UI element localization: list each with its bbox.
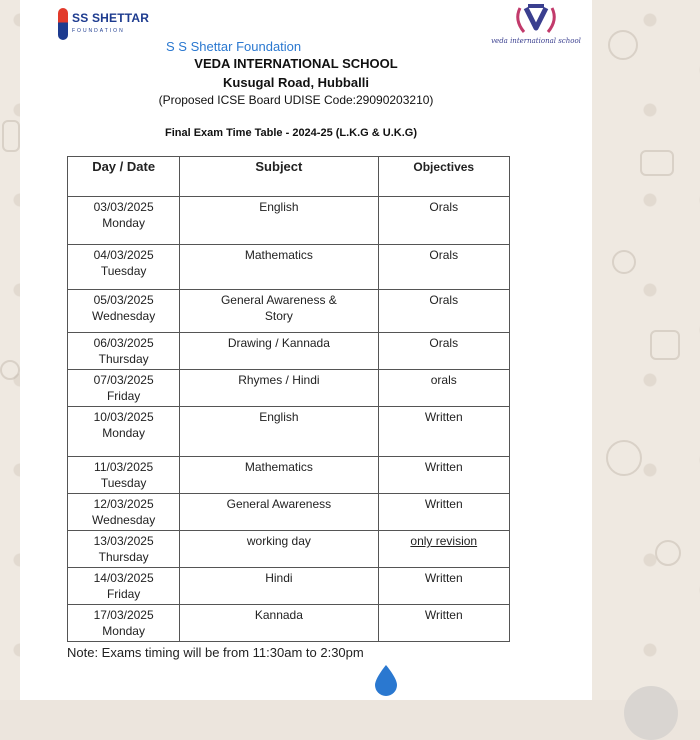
table-row	[68, 370, 510, 407]
subject-cell	[180, 494, 378, 531]
date-text: 03/03/2025	[93, 200, 154, 214]
objective-text: Written	[424, 460, 463, 474]
subject-cell	[180, 531, 378, 568]
date-text: 04/03/2025	[93, 248, 154, 262]
day-date-cell	[68, 407, 180, 457]
subject-cell	[180, 605, 378, 642]
objective-cell	[378, 457, 510, 494]
objective-cell	[378, 290, 510, 333]
subject-cell	[180, 197, 378, 245]
objective-text: Written	[424, 410, 463, 424]
day-date-cell	[68, 568, 180, 605]
day-date-cell	[68, 370, 180, 407]
day-date-cell	[68, 531, 180, 568]
table-row	[68, 290, 510, 333]
objective-text: Orals	[429, 336, 459, 350]
day-date-cell	[68, 245, 180, 290]
subject-text: English	[259, 410, 299, 424]
objective-text: Orals	[429, 293, 459, 307]
objective-cell	[378, 531, 510, 568]
date-text: 10/03/2025	[93, 410, 154, 424]
table-row	[68, 568, 510, 605]
table-row	[68, 245, 510, 290]
objective-cell	[378, 245, 510, 290]
objective-text: Orals	[429, 248, 459, 262]
day-date-cell	[68, 494, 180, 531]
table-row	[68, 457, 510, 494]
table-row	[68, 605, 510, 642]
date-text: 06/03/2025	[93, 336, 154, 350]
table-header-row	[68, 157, 510, 197]
subject-cell	[180, 333, 378, 370]
table-row	[68, 531, 510, 568]
day-text: Monday	[102, 426, 145, 440]
ss-shettar-logo-brand: SS SHETTAR	[72, 11, 150, 25]
objective-cell	[378, 197, 510, 245]
day-text: Wednesday	[92, 513, 156, 527]
objective-text: orals	[430, 373, 457, 387]
objective-cell	[378, 333, 510, 370]
wallpaper-doodle	[606, 440, 642, 476]
subject-text: Kannada	[254, 608, 303, 622]
day-text: Monday	[102, 216, 145, 230]
subject-text: General Awareness &	[220, 293, 337, 307]
date-text: 13/03/2025	[93, 534, 154, 548]
day-text: Monday	[102, 624, 145, 638]
date-text: 07/03/2025	[93, 373, 154, 387]
subject-cell	[180, 290, 378, 333]
objective-cell	[378, 370, 510, 407]
school-udise-code: (Proposed ICSE Board UDISE Code:29090203210)	[158, 93, 434, 107]
day-date-cell	[68, 333, 180, 370]
exam-timetable	[67, 156, 510, 642]
table-row	[68, 407, 510, 457]
wallpaper-doodle	[640, 150, 674, 176]
objective-text: Written	[424, 608, 463, 622]
wallpaper-doodle	[612, 250, 636, 274]
date-text: 17/03/2025	[93, 608, 154, 622]
date-text: 14/03/2025	[93, 571, 154, 585]
day-date-cell	[68, 290, 180, 333]
exam-title: Final Exam Time Table - 2024-25 (L.K.G & U.K.G)	[164, 127, 418, 139]
ss-shettar-logo-mark-icon	[58, 8, 68, 40]
header-day-date: Day / Date	[68, 157, 180, 197]
subject-text-line2: Story	[264, 309, 293, 323]
date-text: 11/03/2025	[94, 460, 154, 474]
header-subject: Subject	[180, 157, 378, 197]
subject-cell	[180, 245, 378, 290]
table-row	[68, 197, 510, 245]
wallpaper-doodle	[655, 540, 681, 566]
day-text: Tuesday	[100, 476, 147, 490]
day-text: Tuesday	[100, 264, 147, 278]
veda-school-logo	[484, 0, 588, 52]
table-row	[68, 494, 510, 531]
day-text: Friday	[106, 389, 141, 403]
day-text: Thursday	[98, 352, 149, 366]
objective-text: Written	[424, 571, 463, 585]
day-date-cell	[68, 457, 180, 494]
wallpaper-doodle	[0, 360, 20, 380]
subject-text: Mathematics	[244, 460, 313, 474]
day-date-cell	[68, 197, 180, 245]
objective-text: only revision	[410, 534, 478, 548]
ss-shettar-logo	[52, 4, 158, 48]
table-row	[68, 333, 510, 370]
objective-text: Orals	[429, 200, 459, 214]
subject-text: Rhymes / Hindi	[238, 373, 320, 387]
school-name: VEDA INTERNATIONAL SCHOOL	[194, 56, 398, 71]
ss-shettar-logo-sub: FOUNDATION	[72, 28, 125, 34]
veda-laurel-icon	[506, 2, 566, 36]
subject-cell	[180, 457, 378, 494]
subject-cell	[180, 407, 378, 457]
objective-text: Written	[424, 497, 463, 511]
objective-cell	[378, 568, 510, 605]
objective-cell	[378, 605, 510, 642]
water-drop-icon[interactable]	[372, 664, 400, 696]
objective-cell	[378, 407, 510, 457]
subject-cell	[180, 568, 378, 605]
foundation-name: S S Shettar Foundation	[166, 39, 302, 54]
date-text: 12/03/2025	[93, 497, 154, 511]
scroll-down-button[interactable]	[624, 686, 678, 740]
objective-cell	[378, 494, 510, 531]
document-page[interactable]	[20, 0, 592, 700]
subject-text: working day	[246, 534, 311, 548]
subject-text: Hindi	[265, 571, 293, 585]
header-objectives: Objectives	[378, 157, 510, 197]
wallpaper-doodle	[608, 30, 638, 60]
subject-text: Mathematics	[244, 248, 313, 262]
date-text: 05/03/2025	[93, 293, 154, 307]
wallpaper-doodle	[650, 330, 680, 360]
school-address: Kusugal Road, Hubballi	[223, 75, 369, 90]
subject-text: English	[259, 200, 299, 214]
day-text: Wednesday	[92, 309, 156, 323]
day-text: Friday	[106, 587, 141, 601]
day-text: Thursday	[98, 550, 149, 564]
subject-text: General Awareness	[226, 497, 332, 511]
veda-school-logo-caption: veda international school	[491, 37, 581, 45]
subject-text: Drawing / Kannada	[227, 336, 330, 350]
subject-cell	[180, 370, 378, 407]
exam-timing-note: Note: Exams timing will be from 11:30am to 2:30pm	[67, 645, 364, 660]
day-date-cell	[68, 605, 180, 642]
